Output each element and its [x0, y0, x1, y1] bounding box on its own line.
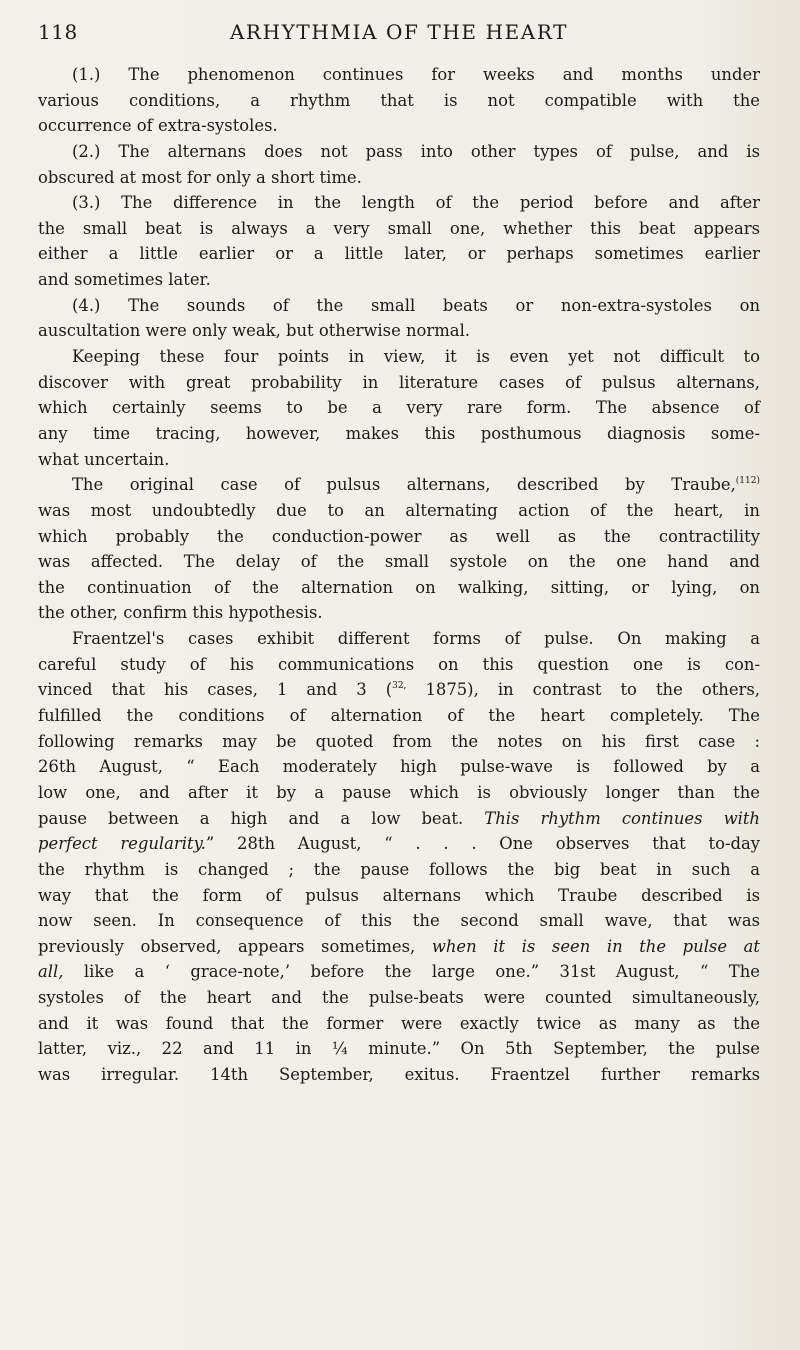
- text-line: [38, 524, 760, 550]
- text-line: [38, 344, 760, 370]
- text-run: 1875), in contrast to the others,: [406, 680, 760, 700]
- text-line: [38, 883, 760, 909]
- text-run: which probably the conduction-power as well as the contractility: [38, 526, 760, 546]
- reference-superscript: 32,: [392, 681, 407, 692]
- text-line: [38, 113, 760, 139]
- text-run: (2.) The alternans does not pass into other types of pulse, and is: [72, 141, 760, 161]
- text-line: [38, 806, 760, 832]
- text-run: vinced that his cases, 1 and 3 (: [38, 680, 393, 700]
- text-run: which certainly seems to be a very rare form. The absence of: [38, 398, 760, 418]
- text-line: [38, 626, 760, 652]
- text-run: occurrence of extra-systoles.: [38, 116, 278, 136]
- text-line: [38, 1062, 760, 1088]
- text-line: [38, 677, 760, 703]
- text-line: [38, 472, 760, 498]
- text-line: [38, 1036, 760, 1062]
- text-line: [38, 908, 760, 934]
- text-line: [38, 575, 760, 601]
- text-line: [38, 421, 760, 447]
- text-line: [38, 293, 760, 319]
- italic-text: perfect regularity.: [38, 834, 206, 854]
- text-line: [38, 959, 760, 985]
- text-run: and it was found that the former were exactly twice as many as the: [38, 1013, 760, 1033]
- text-run: previously observed, appears sometimes,: [38, 936, 432, 956]
- text-line: [38, 498, 760, 524]
- text-line: [38, 165, 760, 191]
- text-line: [38, 216, 760, 242]
- text-run: latter, viz., 22 and 11 in ¼ minute.” On 5th September, the pulse: [38, 1039, 760, 1059]
- italic-text: This rhythm continues with: [484, 808, 760, 828]
- text-line: [38, 139, 760, 165]
- text-run: auscultation were only weak, but otherwise normal.: [38, 321, 471, 341]
- text-run: fulfilled the conditions of alternation of the heart completely. The: [38, 706, 760, 726]
- text-line: [38, 241, 760, 267]
- text-line: [38, 549, 760, 575]
- text-run: any time tracing, however, makes this posthumous diagnosis some-: [38, 423, 760, 443]
- text-run: now seen. In consequence of this the second small wave, that was: [38, 911, 760, 931]
- text-run: The original case of pulsus alternans, described by Traube,: [72, 475, 736, 495]
- text-run: following remarks may be quoted from the notes on his first case :: [38, 731, 760, 751]
- text-run: was irregular. 14th September, exitus. Fraentzel further remarks: [38, 1064, 760, 1084]
- text-line: [38, 600, 760, 626]
- text-run: ” 28th August, “ . . . One observes that to-day: [205, 834, 761, 854]
- text-line: [38, 857, 760, 883]
- text-run: discover with great probability in literature cases of pulsus alternans,: [38, 372, 760, 392]
- text-run: 26th August, “ Each moderately high pulse-wave is followed by a: [38, 757, 760, 777]
- text-run: the continuation of the alternation on walking, sitting, or lying, on: [38, 577, 760, 597]
- text-line: [38, 62, 760, 88]
- text-run: (1.) The phenomenon continues for weeks and months under: [72, 65, 760, 84]
- text-run: various conditions, a rhythm that is not compatible with the: [38, 90, 760, 110]
- text-run: way that the form of pulsus alternans which Traube described is: [38, 885, 760, 905]
- text-run: like a ‘ grace-note,’ before the large one.” 31st August, “ The: [63, 962, 760, 982]
- text-line: [38, 754, 760, 780]
- text-line: [38, 190, 760, 216]
- text-line: [38, 447, 760, 473]
- text-line: [38, 370, 760, 396]
- page-number: 118: [38, 20, 78, 44]
- text-run: Keeping these four points in view, it is even yet not difficult to: [72, 347, 760, 367]
- text-run: low one, and after it by a pause which is obviously longer than the: [38, 782, 760, 802]
- text-line: [38, 985, 760, 1011]
- text-run: the small beat is always a very small one, whether this beat appears: [38, 218, 760, 238]
- reference-superscript: (112): [735, 476, 760, 487]
- running-head: [38, 20, 760, 52]
- text-line: [38, 831, 760, 857]
- text-run: obscured at most for only a short time.: [38, 167, 362, 187]
- text-line: [38, 652, 760, 678]
- text-run: (4.) The sounds of the small beats or non-extra-systoles on: [72, 295, 760, 315]
- text-line: [38, 267, 760, 293]
- text-run: was most undoubtedly due to an alternating action of the heart, in: [38, 500, 760, 520]
- text-line: [38, 88, 760, 114]
- text-run: and sometimes later.: [38, 270, 211, 290]
- text-run: was affected. The delay of the small systole on the one hand and: [38, 552, 760, 572]
- text-line: [38, 780, 760, 806]
- text-line: [38, 318, 760, 344]
- text-run: Fraentzel's cases exhibit different forms of pulse. On making a: [72, 629, 760, 649]
- text-run: what uncertain.: [38, 449, 170, 469]
- running-title: ARHYTHMIA OF THE HEART: [229, 20, 569, 44]
- text-run: the other, confirm this hypothesis.: [38, 603, 323, 623]
- text-run: (3.) The difference in the length of the period before and after: [72, 193, 760, 213]
- text-line: [38, 703, 760, 729]
- text-run: systoles of the heart and the pulse-beats were counted simultaneously,: [38, 988, 760, 1008]
- text-line: [38, 395, 760, 421]
- text-run: pause between a high and a low beat.: [38, 808, 485, 828]
- text-run: either a little earlier or a little later, or perhaps sometimes earlier: [38, 244, 760, 264]
- text-line: [38, 729, 760, 755]
- italic-text: when it is seen in the pulse at: [431, 936, 760, 956]
- body-text: [38, 62, 760, 1088]
- text-line: [38, 1011, 760, 1037]
- text-run: the rhythm is changed ; the pause follows the big beat in such a: [38, 859, 760, 879]
- italic-text: all,: [38, 962, 64, 982]
- text-run: careful study of his communications on this question one is con-: [38, 654, 760, 674]
- text-line: [38, 934, 760, 960]
